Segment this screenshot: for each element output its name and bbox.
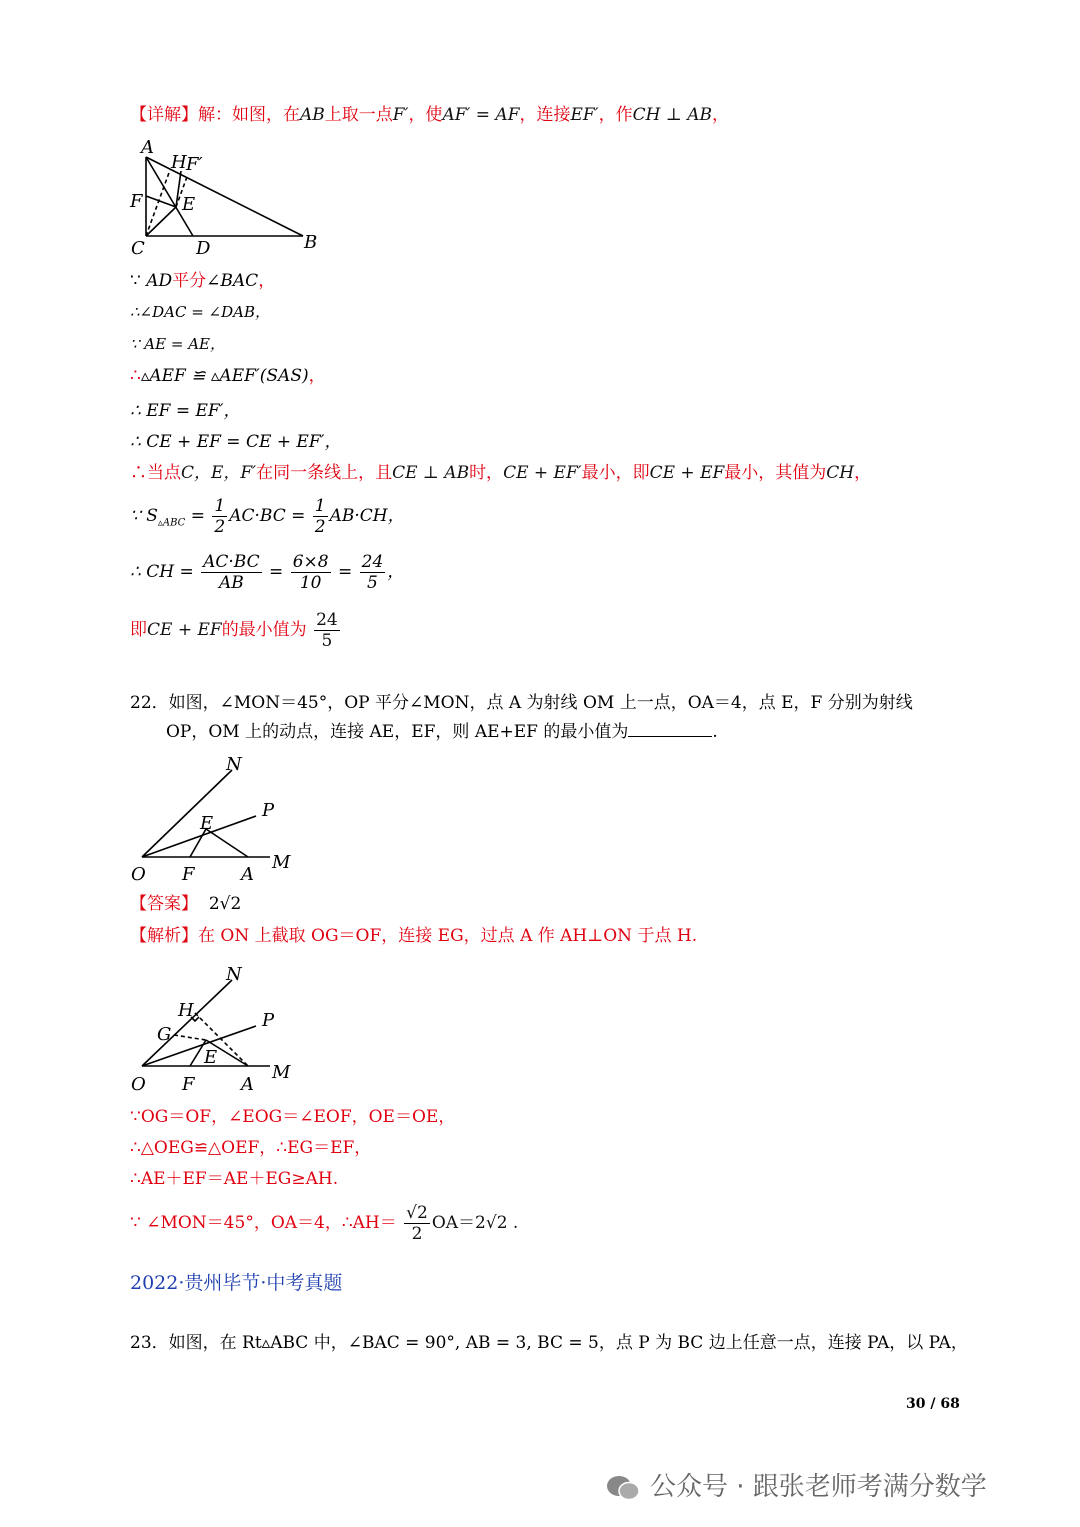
label-A: A — [241, 1074, 254, 1095]
step-3: ∵ AE = AE， — [130, 335, 225, 353]
label-O: O — [131, 864, 146, 885]
label-C: C — [131, 238, 145, 259]
q22-step-3: ∴AE＋EF＝AE＋EG≥AH. — [130, 1169, 339, 1189]
q22-step-4: ∵ ∠MON＝45°，OA＝4，∴AH＝ $\frac{√2}{2}$ OA＝2√2 . — [130, 1203, 519, 1244]
label-H: H — [178, 1000, 194, 1021]
label-P: P — [262, 1010, 275, 1031]
section-title: 2022·贵州毕节·中考真题 — [130, 1272, 343, 1294]
q22-answer: 【答案】 2√2 — [130, 894, 242, 914]
label-A: A — [241, 864, 254, 885]
label-M: M — [272, 1062, 291, 1083]
label-F: F — [182, 864, 195, 885]
label-N: N — [226, 964, 242, 985]
label-E: E — [182, 194, 196, 215]
detail-line-1: 【详解】解：如图，在AB上取一点F′，使AF′ = AF，连接EF′，作CH ⊥ AB， — [130, 105, 729, 125]
wechat-icon — [606, 1475, 640, 1501]
label-E: E — [204, 1047, 218, 1068]
step-2: ∴∠DAC = ∠DAB， — [130, 303, 271, 321]
step-5: ∴ EF = EF′， — [130, 401, 241, 421]
label-O: O — [131, 1074, 146, 1095]
q22-line-2: OP，OM 上的动点，连接 AE，EF，则 AE+EF 的最小值为 . — [166, 722, 718, 742]
label-P: P — [262, 800, 275, 821]
label-F: F — [130, 191, 143, 212]
q22-step-2: ∴△OEG≌△OEF，∴EG＝EF， — [130, 1138, 372, 1158]
step-10: 即CE + EF的最小值为 $\frac{24}{5}$ — [130, 610, 338, 651]
step-6: ∴ CE + EF = CE + EF′， — [130, 432, 342, 452]
step-9: ∴ CH = $\frac{AC\cdot BC}{AB}$ = $\frac{6\times 8}{10}$ = $\frac{24}{5}$ ， — [130, 552, 405, 593]
label-F: F — [182, 1074, 195, 1095]
label-A: A — [141, 137, 154, 158]
label-H: H — [171, 152, 187, 173]
q22-step-1: ∵OG＝OF，∠EOG＝∠EOF，OE＝OE， — [130, 1107, 456, 1127]
label-N: N — [226, 754, 242, 775]
label-G: G — [157, 1024, 172, 1045]
page-number: 30 / 68 — [906, 1396, 960, 1412]
label-E: E — [200, 813, 214, 834]
step-8: ∵ $S_{▵ABC}$ = $\frac{1}{2}$ AC·BC = $\frac{1}{2}$ AB·CH， — [130, 496, 405, 537]
step-4: ∴▵AEF ≌ ▵AEF′(SAS)， — [130, 366, 326, 386]
label-M: M — [272, 852, 291, 873]
step-1: ∵ AD平分∠BAC， — [130, 271, 276, 291]
label-D: D — [196, 238, 211, 259]
label-F-prime: F′ — [186, 154, 203, 175]
q22-line-1: 22．如图，∠MON＝45°，OP 平分∠MON，点 A 为射线 OM 上一点，OA＝4，点 E，F 分别为射线 — [130, 693, 913, 713]
q22-analysis: 【解析】在 ON 上截取 OG＝OF，连接 EG，过点 A 作 AH⊥ON 于点 H. — [130, 926, 698, 946]
q23-line-1: 23．如图，在 Rt▵ABC 中，∠BAC = 90°, AB = 3, BC = 5，点 P 为 BC 边上任意一点，连接 PA，以 PA， — [130, 1333, 968, 1353]
label-B: B — [304, 232, 318, 253]
step-7: ∴当点C，E，F′在同一条线上，且CE ⊥ AB时，CE + EF′最小，即CE + EF最小，其值为CH， — [130, 463, 872, 483]
watermark: 公众号 · 跟张老师考满分数学 — [606, 1466, 987, 1503]
